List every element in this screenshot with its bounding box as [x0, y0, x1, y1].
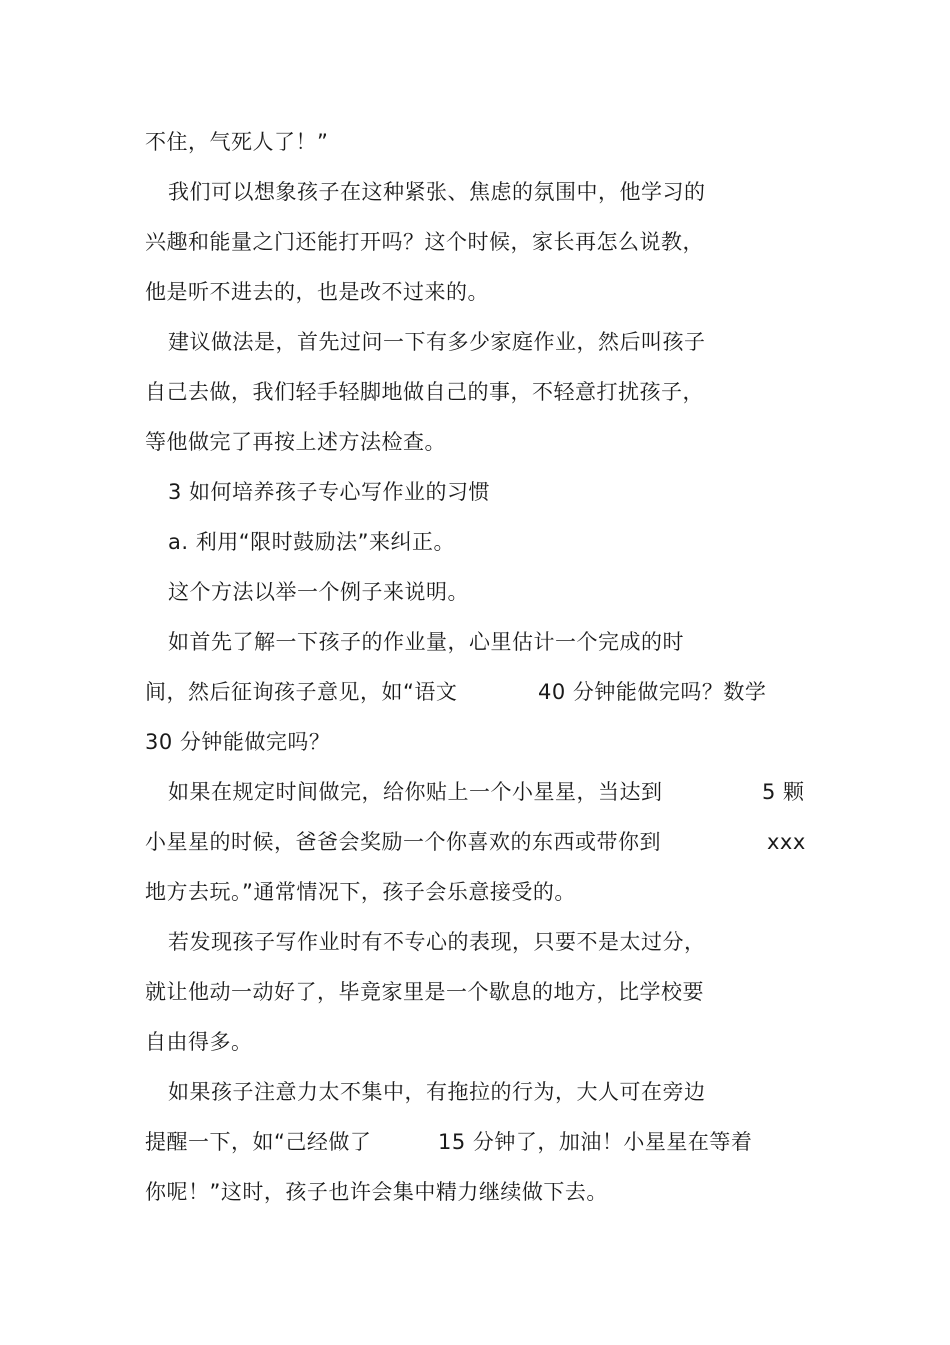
- text-segment: 5 颗: [762, 780, 805, 804]
- text-line: 自由得多。: [145, 1030, 253, 1054]
- paragraph-start: 如首先了解一下孩子的作业量，心里估计一个完成的时: [168, 630, 684, 654]
- text-line: [145, 828, 805, 856]
- paragraph-start: [168, 778, 808, 806]
- text-line: 他是听不进去的，也是改不过来的。: [145, 280, 489, 304]
- text-segment: 提醒一下，如“己经做了: [145, 1130, 372, 1154]
- text-segment: 40 分钟能做完吗？数学: [538, 680, 767, 704]
- text-line: 不住，气死人了！”: [145, 130, 329, 154]
- text-line: [145, 1128, 785, 1156]
- text-line: 等他做完了再按上述方法检查。: [145, 430, 446, 454]
- paragraph-start: 如果孩子注意力太不集中，有拖拉的行为，大人可在旁边: [168, 1080, 706, 1104]
- text-segment: xxx: [767, 830, 806, 854]
- subheading: a. 利用“限时鼓励法”来纠正。: [168, 530, 455, 554]
- text-segment: 小星星的时候，爸爸会奖励一个你喜欢的东西或带你到: [145, 830, 661, 854]
- text-line: 兴趣和能量之门还能打开吗？这个时候，家长再怎么说教，: [145, 230, 704, 254]
- text-line: 就让他动一动好了，毕竟家里是一个歇息的地方，比学校要: [145, 980, 704, 1004]
- section-heading: 3 如何培养孩子专心写作业的习惯: [168, 480, 491, 504]
- paragraph-start: 这个方法以举一个例子来说明。: [168, 580, 469, 604]
- text-line: 自己去做，我们轻手轻脚地做自己的事，不轻意打扰孩子，: [145, 380, 704, 404]
- text-line: 地方去玩。”通常情况下，孩子会乐意接受的。: [145, 880, 576, 904]
- paragraph-start: 若发现孩子写作业时有不专心的表现，只要不是太过分，: [168, 930, 706, 954]
- text-segment: 间，然后征询孩子意见，如“语文: [145, 680, 458, 704]
- paragraph-start: 建议做法是，首先过问一下有多少家庭作业，然后叫孩子: [168, 330, 706, 354]
- text-segment: 15 分钟了，加油！小星星在等着: [438, 1130, 753, 1154]
- paragraph-start: 我们可以想象孩子在这种紧张、焦虑的氛围中，他学习的: [168, 180, 706, 204]
- text-segment: 如果在规定时间做完，给你贴上一个小星星，当达到: [168, 780, 663, 804]
- text-line: 30 分钟能做完吗？: [145, 730, 331, 754]
- text-line: [145, 678, 805, 706]
- text-line: 你呢！”这时，孩子也许会集中精力继续做下去。: [145, 1180, 608, 1204]
